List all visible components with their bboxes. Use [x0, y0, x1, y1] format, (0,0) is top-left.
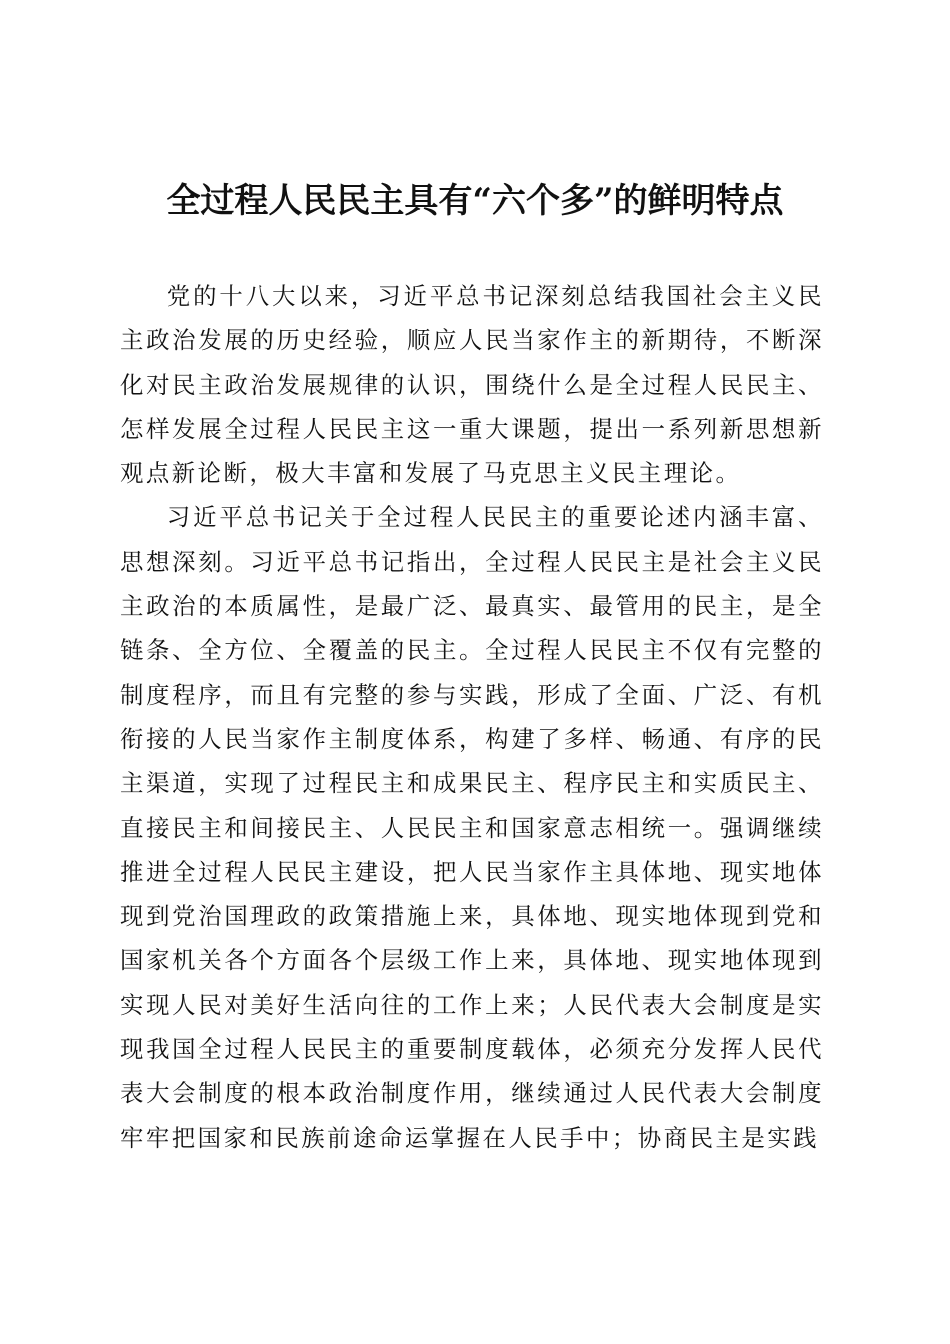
paragraph-1: 党的十八大以来，习近平总书记深刻总结我国社会主义民主政治发展的历史经验，顺应人民当家作主的新期待，不断深化对民主政治发展规律的认识，围绕什么是全过程人民民主、怎样发展全过程人民民主这一重大课题，提出一系列新思想新观点新论断，极大丰富和发展了马克思主义民主理论。	[120, 282, 824, 488]
document-title: 全过程人民民主具有“六个多”的鲜明特点	[166, 181, 784, 221]
paragraph-2: 习近平总书记关于全过程人民民主的重要论述内涵丰富、思想深刻。习近平总书记指出，全过程人民民主是社会主义民主政治的本质属性，是最广泛、最真实、最管用的民主，是全链条、全方位、全覆盖的民主。全过程人民民主不仅有完整的制度程序，而且有完整的参与实践，形成了全面、广泛、有机衔接的人民当家作主制度体系，构建了多样、畅通、有序的民主渠道，实现了过程民主和成果民主、程序民主和实质民主、直接民主和间接民主、人民民主和国家意志相统一。强调继续推进全过程人民民主建设，把人民当家作主具体地、现实地体现到党治国理政的政策措施上来，具体地、现实地体现到党和国家机关各个方面各个层级工作上来，具体地、现实地体现到实现人民对美好生活向往的工作上来；人民代表大会制度是实现我国全过程人民民主的重要制度载体，必须充分发挥人民代表大会制度的根本政治制度作用，继续通过人民代表大会制度牢牢把国家和民族前途命运掌握在人民手中；协商民主是实践	[120, 503, 824, 1152]
document-body	[120, 274, 824, 1160]
